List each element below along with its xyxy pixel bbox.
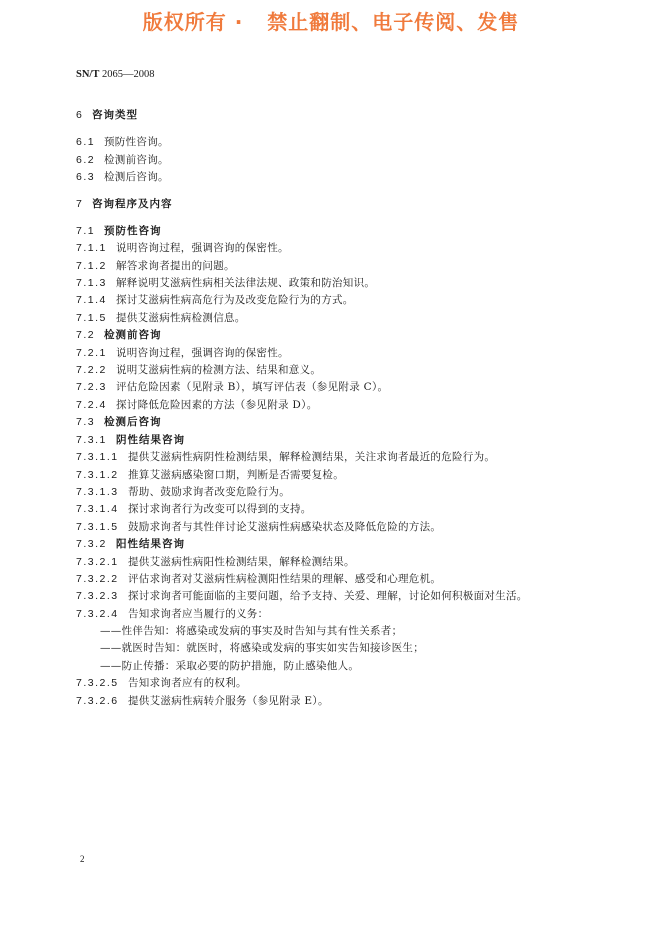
clause-number: 7.2 [76,329,96,341]
clause-number: 7.3.1.2 [76,469,119,481]
clause-number: 7.3.1.4 [76,503,119,515]
clause-text: 说明咨询过程，强调咨询的保密性。 [116,347,289,359]
clause-text: 检测前咨询。 [104,154,169,166]
clause-text: 检测后咨询。 [104,171,169,183]
clause-number: 7.3.2.3 [76,590,119,602]
section-heading [76,328,162,342]
clause-line [76,170,169,184]
clause-line [76,450,495,464]
section-heading [76,197,173,211]
clause-line [76,502,312,516]
clause-number: 7.2.4 [76,399,107,411]
clause-text: 提供艾滋病性病阳性检测结果，解释检测结果。 [128,556,355,568]
clause-text: 检测前咨询 [104,329,162,341]
clause-number: 7.3.2.6 [76,695,119,707]
clause-number: 7.1.5 [76,312,107,324]
clause-line [76,135,169,149]
clause-number: 7 [76,198,84,210]
clause-line [76,346,289,360]
clause-text: ——性伴告知：将感染或发病的事实及时告知与其有性关系者； [100,625,403,637]
clause-text: 探讨求询者行为改变可以得到的支持。 [128,503,312,515]
clause-text: 推算艾滋病感染窗口期，判断是否需要复检。 [128,469,344,481]
clause-line [76,363,321,377]
clause-text: 探讨艾滋病性病高危行为及改变危险行为的方式。 [116,294,354,306]
clause-text: 探讨求询者可能面临的主要问题，给予支持、关爱、理解，讨论如何积极面对生活。 [128,590,528,602]
standard-code-prefix: SN/T [76,69,100,80]
clause-text: 检测后咨询 [104,416,162,428]
section-heading [76,224,162,238]
clause-number: 7.3.2 [76,538,107,550]
clause-number: 7.2.3 [76,381,107,393]
clause-line [76,398,318,412]
clause-text: 阳性结果咨询 [116,538,185,550]
clause-line [76,520,441,534]
clause-text: 鼓励求询者与其性伴讨论艾滋病性病感染状态及降低危险的方法。 [128,521,442,533]
clause-text: 预防性咨询。 [104,136,169,148]
clause-text: 咨询类型 [92,109,138,121]
clause-number: 7.3.1 [76,434,107,446]
clause-number: 7.3.2.5 [76,677,119,689]
standard-code [76,69,154,80]
clause-number: 6.2 [76,154,96,166]
clause-text: 解释说明艾滋病性病相关法律法规、政策和防治知识。 [116,277,376,289]
clause-line [76,468,344,482]
clause-text: ——就医时告知：就医时，将感染或发病的事实如实告知接诊医生； [100,642,424,654]
clause-line [76,259,235,273]
clause-number: 7.3 [76,416,96,428]
section-heading [76,415,162,429]
clause-number: 7.1 [76,225,96,237]
clause-line [76,555,355,569]
page-number: 2 [80,854,85,864]
clause-number: 7.3.2.1 [76,556,119,568]
clause-text: 探讨降低危险因素的方法（参见附录 D）。 [116,399,318,411]
clause-text: 说明咨询过程，强调咨询的保密性。 [116,242,289,254]
list-item [100,641,424,655]
clause-number: 6 [76,109,84,121]
clause-number: 7.3.1.5 [76,521,119,533]
clause-text: 阴性结果咨询 [116,434,185,446]
section-heading [76,108,138,122]
clause-line [76,485,290,499]
clause-line [76,694,329,708]
clause-line [76,311,246,325]
clause-line [76,607,268,621]
clause-line [76,676,247,690]
copyright-watermark: 版权所有 · 禁止翻制、电子传阅、发售 [142,10,520,34]
clause-number: 7.3.2.4 [76,608,119,620]
clause-number: 7.1.3 [76,277,107,289]
clause-number: 7.2.2 [76,364,107,376]
list-item [100,624,402,638]
section-heading [76,537,185,551]
clause-text: 咨询程序及内容 [92,198,173,210]
clause-text: 告知求询者应有的权利。 [128,677,247,689]
clause-text: 说明艾滋病性病的检测方法、结果和意义。 [116,364,322,376]
clause-number: 7.1.4 [76,294,107,306]
clause-text: 评估求询者对艾滋病性病检测阳性结果的理解、感受和心理危机。 [128,573,442,585]
clause-text: 评估危险因素（见附录 B），填写评估表（参见附录 C）。 [116,381,389,393]
clause-number: 7.3.1.3 [76,486,119,498]
clause-number: 7.2.1 [76,347,107,359]
clause-number: 6.1 [76,136,96,148]
clause-number: 7.1.1 [76,242,107,254]
standard-code-number: 2065—2008 [101,69,155,80]
clause-text: ——防止传播：采取必要的防护措施，防止感染他人。 [100,660,360,672]
clause-number: 7.3.1.1 [76,451,119,463]
clause-text: 解答求询者提出的问题。 [116,260,235,272]
clause-line [76,380,388,394]
list-item [100,659,359,673]
clause-text: 告知求询者应当履行的义务： [128,608,269,620]
clause-line [76,293,354,307]
clause-text: 提供艾滋病性病转介服务（参见附录 E）。 [128,695,329,707]
clause-line [76,589,528,603]
clause-line [76,241,289,255]
clause-text: 预防性咨询 [104,225,162,237]
clause-number: 6.3 [76,171,96,183]
clause-text: 提供艾滋病性病阴性检测结果，解释检测结果，关注求询者最近的危险行为。 [128,451,496,463]
clause-text: 帮助、鼓励求询者改变危险行为。 [128,486,290,498]
clause-text: 提供艾滋病性病检测信息。 [116,312,246,324]
clause-line [76,153,169,167]
clause-number: 7.3.2.2 [76,573,119,585]
clause-line [76,276,375,290]
clause-line [76,572,441,586]
clause-number: 7.1.2 [76,260,107,272]
section-heading [76,433,185,447]
